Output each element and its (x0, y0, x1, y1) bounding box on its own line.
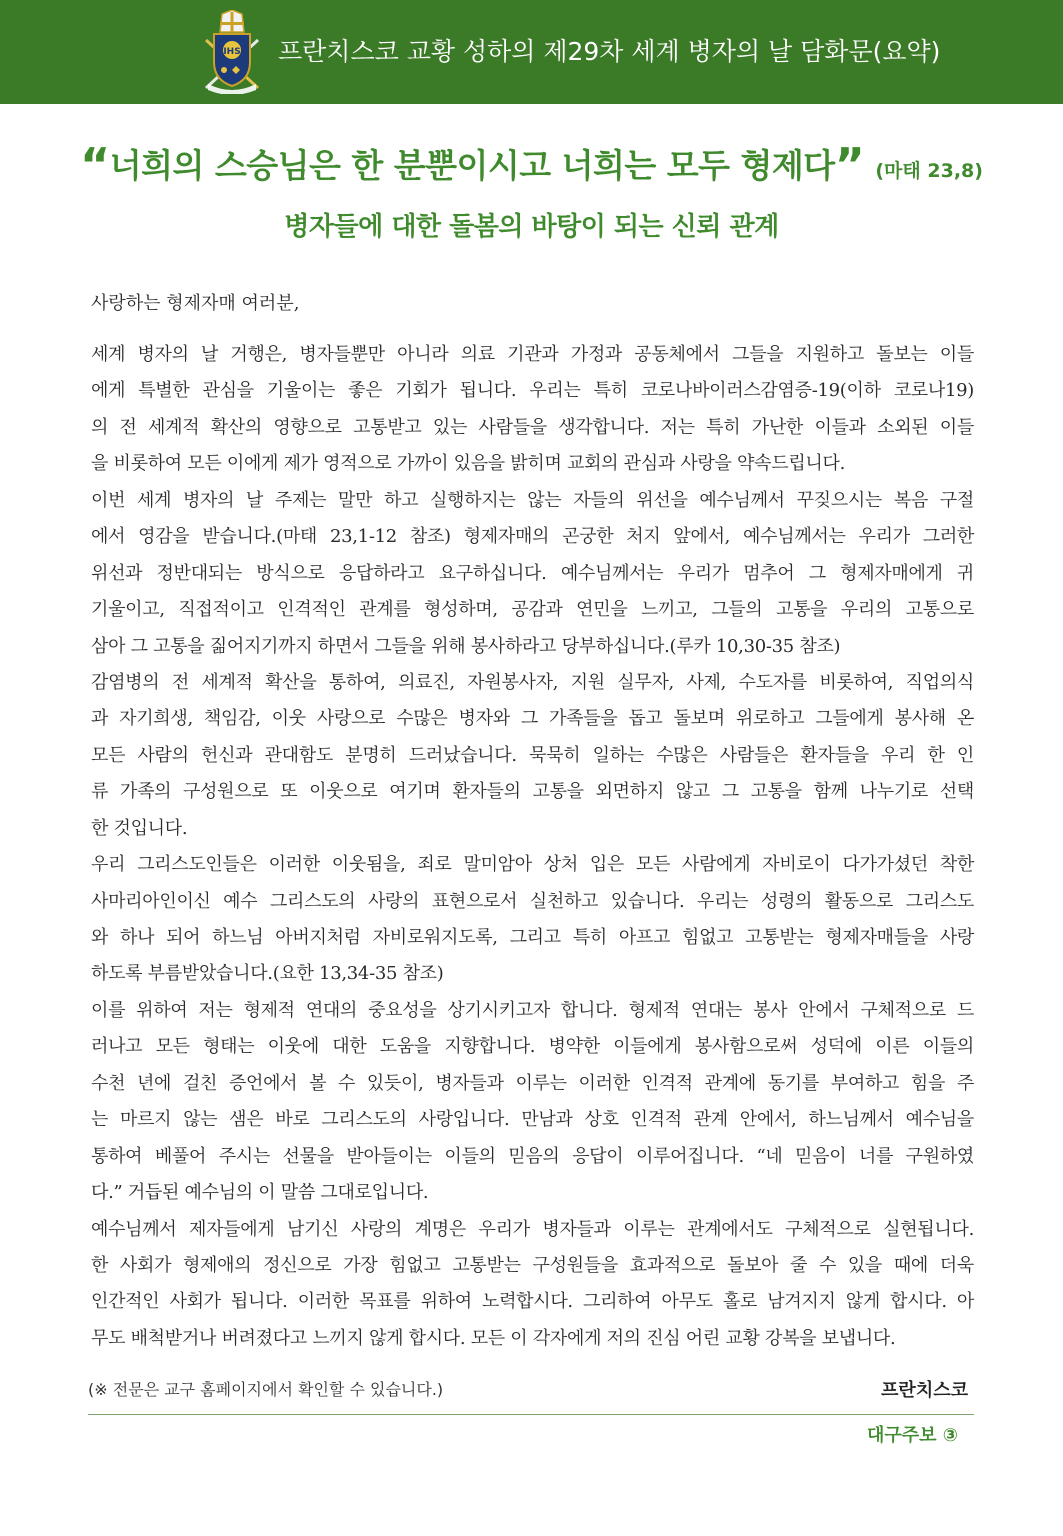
body-line: 한 것입니다. (91, 817, 188, 839)
body-line: 수천 년에 걸친 증언에서 볼 수 있듯이, 병자들과 이루는 이러한 인격적 관계에 동기를 부여하고 힘을 주 (91, 1072, 974, 1094)
body-line: 하도록 부름받았습니다.(요한 13,34-35 참조) (91, 963, 444, 985)
message-body (91, 337, 974, 1357)
body-line: 이번 세계 병자의 날 주제는 말만 하고 실행하지는 않는 자들의 위선을 예수님께서 꾸짖으시는 복음 구절 (91, 489, 974, 511)
close-quote: ” (834, 138, 865, 192)
header-title: 프란치스코 교황 성하의 제29차 세계 병자의 날 담화문(요약) (278, 37, 941, 66)
body-line: 러나고 모든 형태는 이웃에 대한 도움을 지향합니다. 병약한 이들에게 봉사함으로써 성덕에 이른 이들의 (91, 1036, 974, 1058)
body-line: 인간적인 사회가 됩니다. 이러한 목표를 위하여 노력합시다. 그리하여 아무도 홀로 남겨지지 않게 합시다. 아 (91, 1291, 974, 1313)
subtitle: 병자들에 대한 돌봄의 바탕이 되는 신뢰 관계 (284, 212, 779, 242)
body-line: 위선과 정반대되는 방식으로 응답하라고 요구하십니다. 예수님께서는 우리가 멈추어 그 형제자매에게 귀 (91, 562, 974, 584)
body-line: 에게 특별한 관심을 기울이는 좋은 기회가 됩니다. 우리는 특히 코로나바이러스감염증-19(이하 코로나19) (91, 380, 974, 402)
body-line: 에서 영감을 받습니다.(마태 23,1-12 참조) 형제자매의 곤궁한 처지 앞에서, 예수님께서는 우리가 그러한 (91, 526, 974, 548)
header-bar (0, 0, 1063, 104)
body-line: 기울이고, 직접적이고 인격적인 관계를 형성하며, 공감과 연민을 느끼고, 그들의 고통을 우리의 고통으로 (91, 599, 974, 621)
body-line: 무도 배척받거나 버려졌다고 느끼지 않게 합시다. 모든 이 각자에게 저의 진심 어린 교황 강복을 보냅니다. (91, 1327, 896, 1349)
svg-text:IHS: IHS (223, 47, 241, 57)
body-line: 을 비롯하여 모든 이에게 제가 영적으로 가까이 있음을 밝히며 교회의 관심과 사랑을 약속드립니다. (91, 453, 845, 475)
body-line: 류 가족의 구성원으로 또 이웃으로 여기며 환자들의 고통을 외면하지 않고 그 고통을 함께 나누기로 선택 (91, 781, 974, 803)
body-line: 의 전 세계적 확산의 영향으로 고통받고 있는 사람들을 생각합니다. 저는 특히 가난한 이들과 소외된 이들 (91, 416, 974, 438)
body-line: 예수님께서 제자들에게 남기신 사랑의 계명은 우리가 병자들과 이루는 관계에서도 구체적으로 실현됩니다. (91, 1218, 974, 1240)
main-title-text: 너희의 스승님은 한 분뿐이시고 너희는 모두 형제다 (109, 146, 835, 185)
body-line: 삼아 그 고통을 짊어지기까지 하면서 그들을 위해 봉사하라고 당부하십니다.(루카 10,30-35 참조) (91, 635, 841, 657)
body-line: 는 마르지 않는 샘은 바로 그리스도의 사랑입니다. 만남과 상호 인격적 관계 안에서, 하느님께서 예수님을 (91, 1109, 974, 1131)
footnote: (※ 전문은 교구 홈페이지에서 확인할 수 있습니다.) (88, 1380, 444, 1399)
body-line: 우리 그리스도인들은 이러한 이웃됨을, 죄로 말미암아 상처 입은 모든 사람에게 자비로이 다가가셨던 착한 (91, 854, 974, 876)
footer-divider (88, 1414, 974, 1415)
main-title (0, 138, 1063, 192)
body-line: 세계 병자의 날 거행은, 병자들뿐만 아니라 의료 기관과 가정과 공동체에서 그들을 지원하고 돌보는 이들 (91, 344, 974, 365)
body-line: 다.” 거듭된 예수님의 이 말씀 그대로입니다. (91, 1182, 429, 1204)
open-quote: “ (80, 138, 110, 192)
body-line: 과 자기희생, 책임감, 이웃 사랑으로 수많은 병자와 그 가족들을 돕고 돌보며 위로하고 그들에게 봉사해 온 (91, 708, 974, 730)
papal-coat-of-arms-icon (200, 10, 264, 94)
body-line: 사마리아인이신 예수 그리스도의 사랑의 표현으로서 실천하고 있습니다. 우리는 성령의 활동으로 그리스도 (91, 890, 974, 912)
page-label: 대구주보 ③ (866, 1425, 958, 1446)
scripture-reference: (마태 23,8) (875, 160, 983, 182)
greeting: 사랑하는 형제자매 여러분, (91, 293, 300, 314)
body-line: 한 사회가 형제애의 정신으로 가장 힘없고 고통받는 구성원들을 효과적으로 돌보아 줄 수 있을 때에 더욱 (91, 1254, 974, 1276)
body-line: 감염병의 전 세계적 확산을 통하여, 의료진, 자원봉사자, 지원 실무자, 사제, 수도자를 비롯하여, 직업의식 (91, 671, 974, 693)
signature: 프란치스코 (881, 1380, 968, 1401)
body-line: 이를 위하여 저는 형제적 연대의 중요성을 상기시키고자 합니다. 형제적 연대는 봉사 안에서 구체적으로 드 (91, 999, 974, 1021)
title-block (0, 138, 1063, 243)
body-line: 모든 사람의 헌신과 관대함도 분명히 드러났습니다. 묵묵히 일하는 수많은 사람들은 환자들을 우리 한 인 (91, 744, 974, 766)
body-line: 통하여 베풀어 주시는 선물을 받아들이는 이들의 믿음의 응답이 이루어집니다. “네 믿음이 너를 구원하였 (91, 1145, 974, 1167)
body-line: 와 하나 되어 하느님 아버지처럼 자비로워지도록, 그리고 특히 아프고 힘없고 고통받는 형제자매들을 사랑 (91, 927, 974, 948)
